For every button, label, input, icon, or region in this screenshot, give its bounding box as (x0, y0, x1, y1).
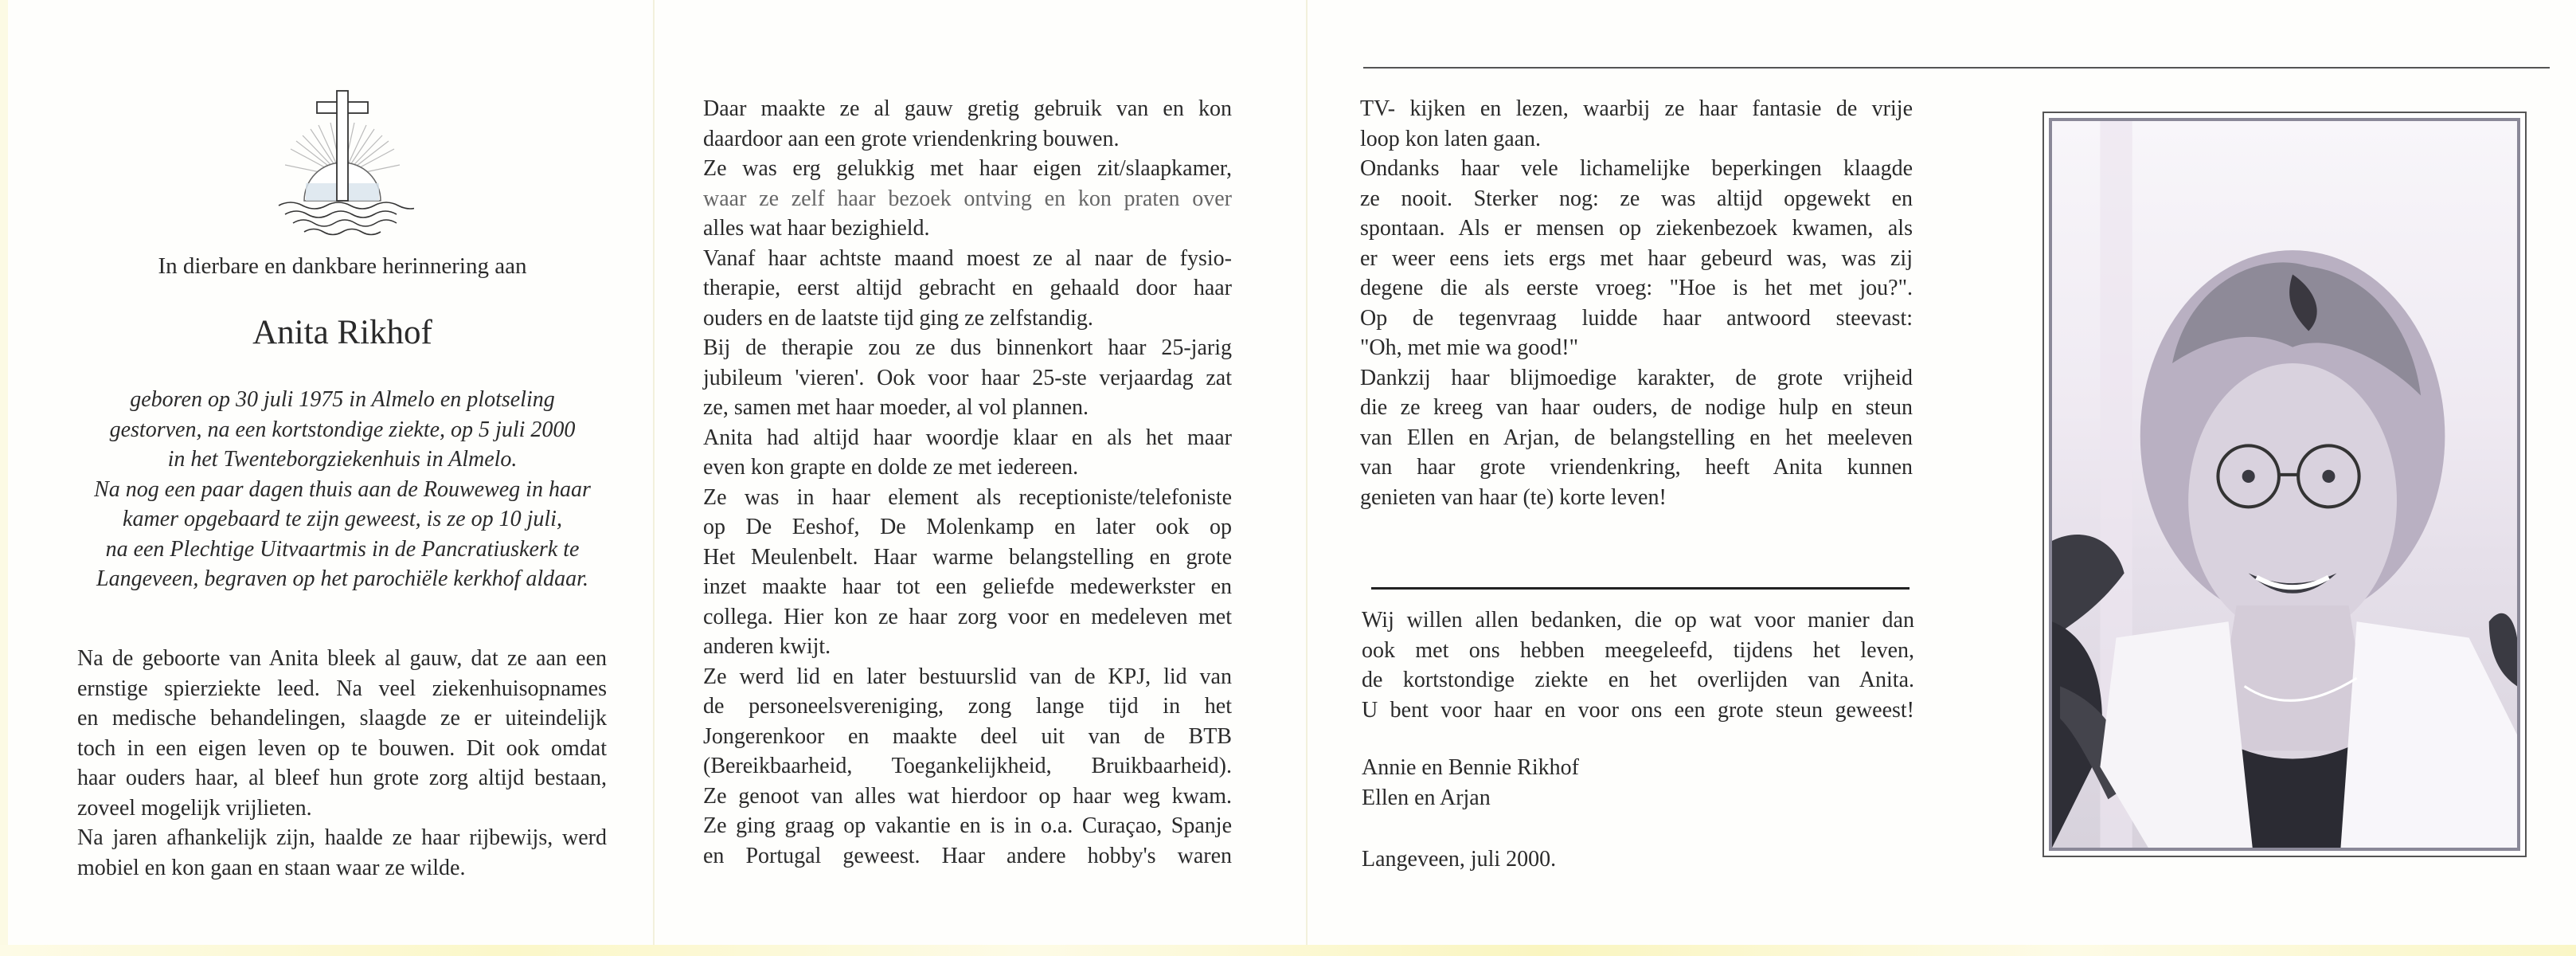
body-line: op De Eeshof, De Molenkamp en later ook op (703, 515, 1232, 539)
portrait-photo (2049, 118, 2520, 851)
column1-body (77, 644, 607, 883)
body-line: Het Meulenbelt. Haar warme belangstelling en grote (703, 544, 1232, 570)
column-fold (653, 0, 655, 956)
body-line: alles wat haar bezighield. (703, 216, 930, 241)
body-line: inzet maakte haar tot een geliefde medewerkster en (703, 574, 1232, 599)
body-line: Vanaf haar achtste maand moest ze al naar de fysio- (703, 245, 1232, 271)
intro-line: In dierbare en dankbare herinnering aan (158, 253, 527, 279)
detail-line: na een Plechtige Uitvaartmis in de Pancratiuskerk te (105, 536, 580, 562)
center-fold (1306, 0, 1308, 956)
body-line: genieten van haar (te) korte leven! (1360, 484, 1667, 510)
thanks-line: ook met ons hebben meegeleefd, tijdens het leven, (1362, 637, 1914, 663)
detail-line: kamer opgebaard te zijn geweest, is ze op 10 juli, (123, 507, 562, 531)
detail-line: geboren op 30 juli 1975 in Almelo en plotseling (130, 387, 555, 412)
body-line: even kon grapte en dolde ze met iedereen. (703, 455, 1079, 480)
paper-edge (0, 0, 8, 956)
body-line: Bij de therapie zou ze dus binnenkort haar 25-jarig (703, 335, 1232, 360)
body-line: van Ellen en Arjan, de belangstelling en het meeleven (1360, 425, 1913, 450)
body-line: therapie, eerst altijd gebracht en gehaald door haar (703, 276, 1232, 300)
body-line: spontaan. Als er mensen op ziekenbezoek kwamen, als (1360, 216, 1913, 241)
body-line: de personeelsvereniging, zong lange tijd in het (703, 694, 1232, 719)
body-line: en Portugal geweest. Haar andere hobby's waren (703, 843, 1232, 868)
body-line: Jongerenkoor en maakte deel uit van de BTB (703, 723, 1232, 749)
body-line: loop kon laten gaan. (1360, 126, 1542, 151)
column2-body (703, 94, 1232, 871)
body-line: Ze genoot van alles wat hierdoor op haar weg kwam. (703, 783, 1232, 809)
detail-line: Langeveen, begraven op het parochiële kerkhof aldaar. (96, 566, 588, 591)
body-line: collega. Hier kon ze haar zorg voor en medeleven met (703, 604, 1232, 629)
detail-line: Na nog een paar dagen thuis aan de Rouweweg in haar (94, 476, 591, 502)
place-date-line: Langeveen, juli 2000. (1362, 847, 1557, 872)
body-line: degene die als eerste vroeg: "Hoe is het met jou?". (1360, 276, 1913, 300)
body-line: zoveel mogelijk vrijlieten. (77, 795, 312, 821)
body-line: Ze werd lid en later bestuurslid van de KPJ, lid van (703, 664, 1232, 689)
paper-bottom-edge (0, 945, 2576, 956)
thanks-block (1362, 605, 1914, 725)
body-line: Dankzij haar blijmoedige karakter, de grote vrijheid (1360, 365, 1913, 390)
body-line: mobiel en kon gaan en staan waar ze wilde. (77, 855, 466, 880)
body-line: Op de tegenvraag luidde haar antwoord steevast: (1360, 305, 1913, 331)
body-line: en medische behandelingen, slaagde ze er uiteindelijk (77, 706, 607, 731)
body-line: ze, samen met haar moeder, al vol plannen. (703, 395, 1089, 420)
thanks-line: Wij willen allen bedanken, die op wat voor manier dan (1362, 608, 1914, 633)
body-line: er weer eens iets ergs met haar gebeurd was, was zij (1360, 245, 1913, 271)
body-line: anderen kwijt. (703, 634, 831, 659)
signature-block (1362, 753, 1914, 813)
detail-line: in het Twenteborgziekenhuis in Almelo. (167, 447, 518, 472)
signature-line: Annie en Bennie Rikhof (1362, 755, 1579, 780)
body-line: Na jaren afhankelijk zijn, haalde ze haar rijbewijs, werd (77, 825, 607, 850)
signature-line: Ellen en Arjan (1362, 785, 1491, 810)
cross-rising-sun-waves-icon (271, 89, 414, 241)
top-rule (1363, 67, 2550, 69)
body-line: Ondanks haar vele lichamelijke beperkingen klaagde (1360, 156, 1913, 181)
body-line: toch in een eigen leven op te bouwen. Dit ook omdat (77, 735, 607, 761)
body-line: Na de geboorte van Anita bleek al gauw, dat ze aan een (77, 646, 607, 671)
body-line: ze nooit. Sterker nog: ze was altijd opgewekt en (1360, 186, 1913, 211)
column3-body (1360, 94, 1913, 512)
body-line: ouders en de laatste tijd ging ze zelfstandig. (703, 305, 1093, 331)
body-line: daardoor aan een grote vriendenkring bouwen. (703, 126, 1120, 151)
body-line: jubileum 'vieren'. Ook voor haar 25-ste verjaardag zat (703, 365, 1232, 390)
place-date (1362, 844, 1914, 875)
life-details (48, 385, 637, 594)
body-line: van haar grote vriendenkring, heeft Anita kunnen (1360, 455, 1913, 480)
section-divider (1371, 587, 1910, 590)
body-line: ernstige spierziekte leed. Na veel ziekenhuisopnames (77, 676, 607, 701)
body-line: haar ouders haar, al bleef hun grote zorg altijd bestaan, (77, 766, 607, 790)
body-line: waar ze zelf haar bezoek ontving en kon praten over (703, 186, 1232, 211)
body-line: Daar maakte ze al gauw gretig gebruik van en kon (703, 96, 1232, 121)
thanks-line: U bent voor haar en voor ons een grote steun geweest! (1362, 697, 1914, 723)
portrait-photo-frame (2042, 112, 2527, 857)
body-line: Anita had altijd haar woordje klaar en als het maar (703, 425, 1232, 450)
body-line: (Bereikbaarheid, Toegankelijkheid, Bruikbaarheid). (703, 754, 1232, 778)
body-line: TV- kijken en lezen, waarbij ze haar fantasie de vrije (1360, 96, 1913, 121)
body-line: "Oh, met mie wa good!" (1360, 335, 1579, 360)
portrait-illustration (2052, 121, 2517, 848)
deceased-name: Anita Rikhof (252, 314, 432, 351)
detail-line: gestorven, na een kortstondige ziekte, op 5 juli 2000 (109, 417, 576, 442)
body-line: Ze was erg gelukkig met haar eigen zit/slaapkamer, (703, 156, 1232, 181)
body-line: Ze was in haar element als receptioniste/telefoniste (703, 484, 1232, 510)
body-line: die ze kreeg van haar ouders, de nodige hulp en steun (1360, 395, 1913, 420)
body-line: Ze ging graag op vakantie en is in o.a. Curaçao, Spanje (703, 813, 1232, 838)
thanks-line: de kortstondige ziekte en het overlijden van Anita. (1362, 668, 1914, 692)
